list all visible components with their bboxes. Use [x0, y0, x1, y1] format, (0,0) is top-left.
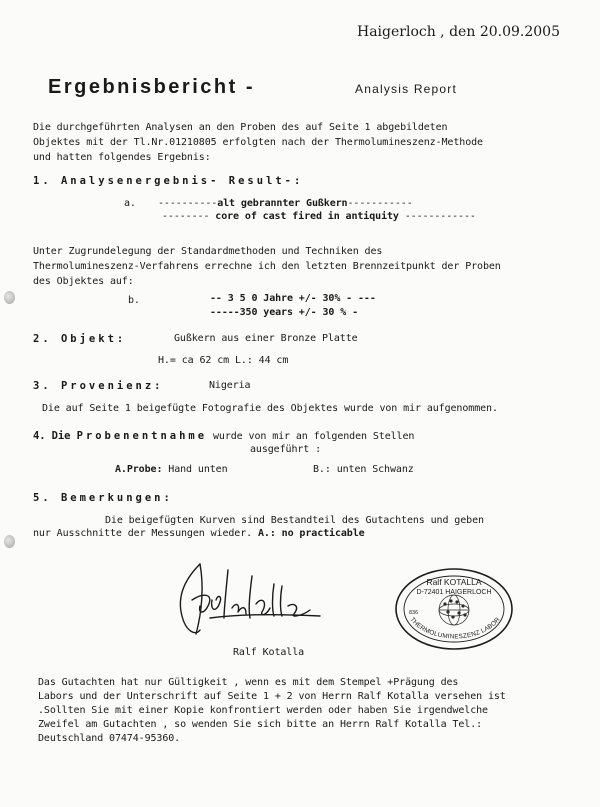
method-line: des Objektes auf:: [33, 276, 134, 287]
method-line: Thermolumineszenz-Verfahrens errechne ich den letzten Brennzeitpunkt der Proben: [33, 261, 501, 272]
contact-phone: Deutschland 07474-95360.: [38, 733, 181, 744]
sample-a: A.Probe: Hand unten: [115, 464, 228, 475]
section2-heading: 2. Objekt:: [33, 333, 127, 345]
lab-stamp: [393, 566, 515, 652]
section5-heading: 5. Bemerkungen:: [33, 492, 173, 504]
place-date: Haigerloch , den 20.09.2005: [357, 24, 560, 40]
svg-text:836: 836: [409, 610, 419, 616]
provenance-value: Nigeria: [209, 380, 251, 391]
intro-line: Objektes mit der Tl.Nr.01210805 erfolgten nach der Thermolumineszenz-Methode: [33, 137, 483, 148]
punch-hole: [4, 291, 15, 304]
result-a-line2: -------- core of cast fired in antiquity ------------: [162, 211, 476, 222]
sampling-text: ausgeführt :: [250, 444, 322, 455]
svg-text:THERMOLUMINESZENZ LABOR: THERMOLUMINESZENZ LABOR: [408, 616, 502, 641]
result-b-line2: -----350 years +/- 30 % -: [210, 307, 359, 318]
signatory-name: Ralf Kotalla: [233, 647, 305, 658]
validity-note-line: .Sollten Sie mit einer Kopie konfrontiert werden oder haben Sie irgendwelche: [38, 705, 488, 716]
method-line: Unter Zugrundelegung der Standardmethoden und Techniken des: [33, 246, 383, 257]
validity-note-line: Zweifel am Gutachten , so wenden Sie sich bitte an Herrn Ralf Kotalla Tel.:: [38, 719, 483, 730]
report-date: 20.09.2005: [479, 24, 560, 40]
report-title-en: Analysis Report: [355, 82, 458, 96]
validity-note-line: Labors und der Unterschrift auf Seite 1 + 2 von Herrn Ralf Kotalla versehen ist: [38, 691, 506, 702]
intro-line: Die durchgeführten Analysen an den Proben des auf Seite 1 abgebildeten: [33, 122, 448, 133]
result-a-line1: ----------alt gebrannter Gußkern-----------: [158, 198, 413, 209]
intro-line: und hatten folgendes Ergebnis:: [33, 152, 211, 163]
remarks-line: Die beigefügten Kurven sind Bestandteil des Gutachtens und geben: [105, 515, 484, 526]
section1-heading: 1. Analysenergebnis- Result-:: [33, 175, 304, 187]
section4-heading: 4. Die Probenentnahme wurde von mir an folgenden Stellen: [33, 430, 415, 442]
photo-note: Die auf Seite 1 beigefügte Fotografie des Objektes wurde von mir aufgenommen.: [42, 403, 498, 414]
punch-hole: [4, 535, 15, 548]
object-description: Gußkern aus einer Bronze Platte: [174, 333, 358, 344]
report-title: Ergebnisbericht -: [48, 76, 255, 98]
remarks-line: nur Ausschnitte der Messungen wieder. A.: no practicable: [33, 528, 365, 539]
section3-heading: 3. Provenienz:: [33, 380, 164, 392]
validity-note-line: Das Gutachten hat nur Gültigkeit , wenn es mit dem Stempel +Prägung des: [38, 677, 459, 688]
sample-b: B.: unten Schwanz: [313, 464, 414, 475]
result-b-marker: b.: [128, 295, 140, 306]
handwritten-signature: [170, 556, 330, 642]
object-dimensions: H.= ca 62 cm L.: 44 cm: [158, 355, 289, 366]
svg-text:Ralf KOTALLA: Ralf KOTALLA: [426, 577, 482, 587]
result-a-marker: a.: [124, 198, 136, 209]
result-b-line1: -- 3 5 0 Jahre +/- 30% - ---: [210, 293, 376, 304]
svg-text:D-72401 HAIGERLOCH: D-72401 HAIGERLOCH: [416, 589, 492, 596]
